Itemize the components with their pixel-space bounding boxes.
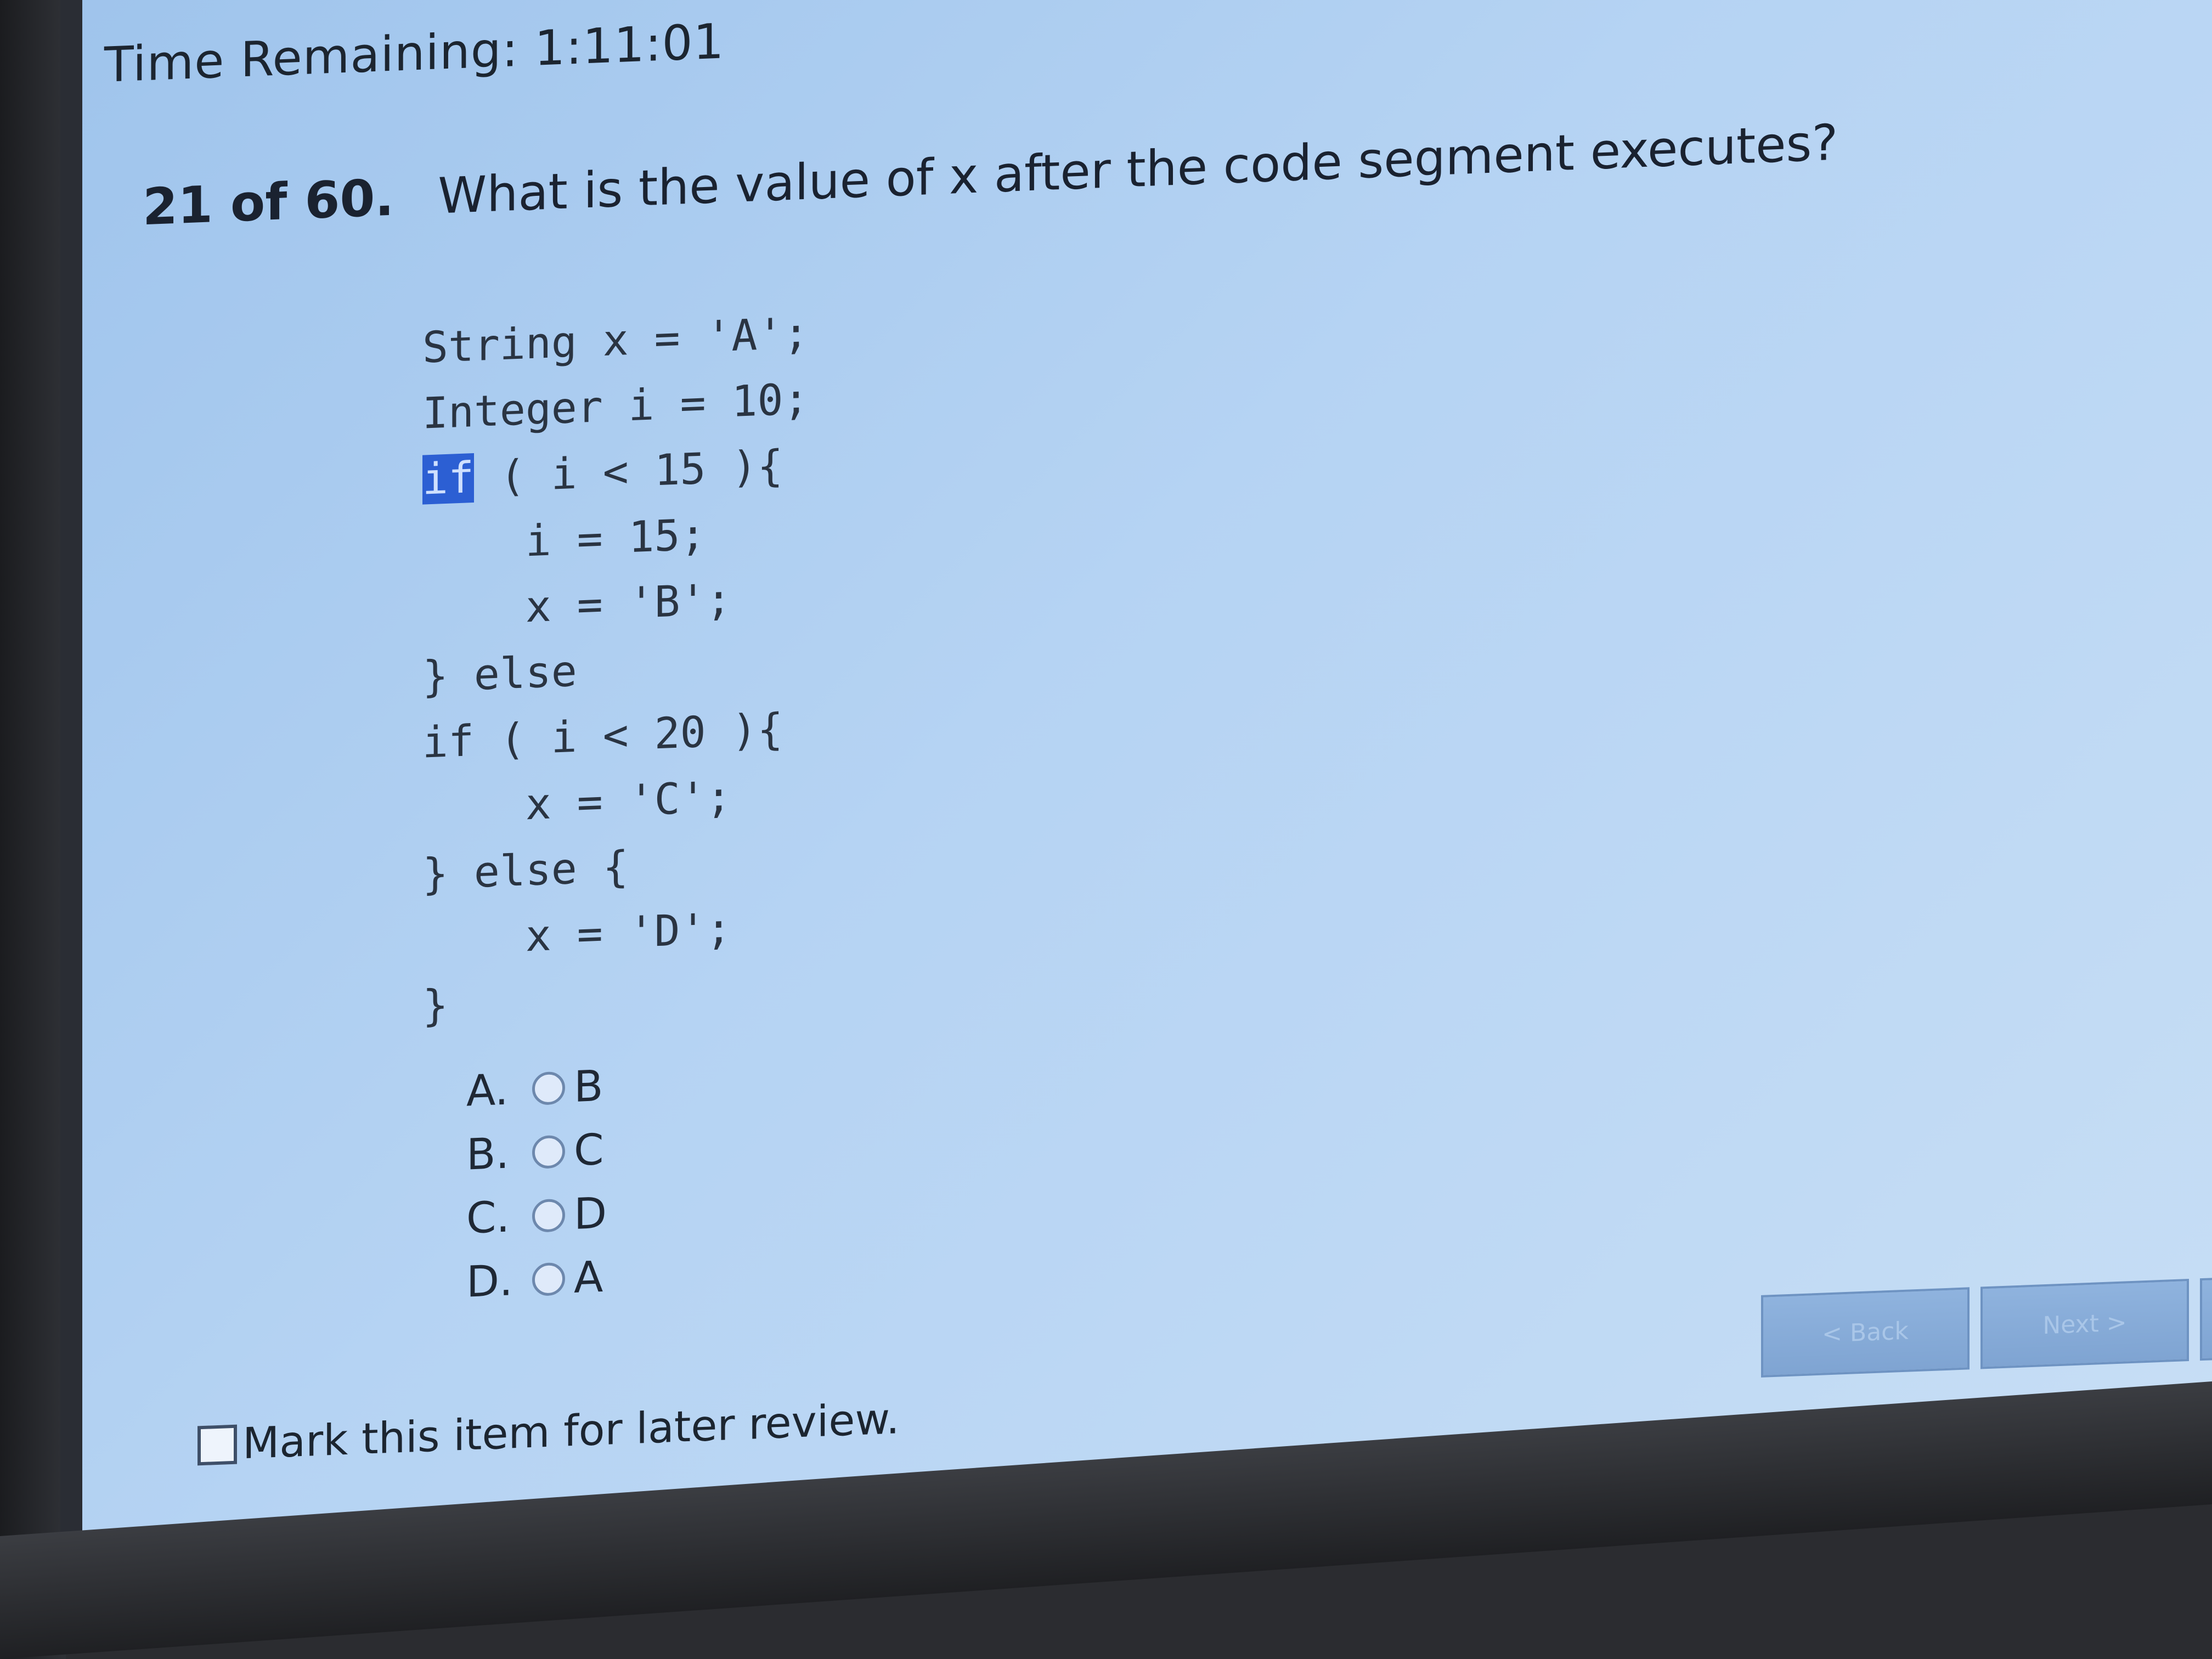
question-number: 21 of 60. xyxy=(143,168,394,237)
answer-value[interactable]: B xyxy=(574,1061,603,1113)
extra-nav-button[interactable] xyxy=(2200,1276,2212,1361)
answer-value[interactable]: C xyxy=(574,1125,604,1176)
answer-letter: B. xyxy=(466,1128,510,1180)
code-line: } else { xyxy=(422,842,629,900)
answer-option-a[interactable] xyxy=(466,1054,607,1124)
answer-option-c[interactable] xyxy=(466,1182,607,1251)
back-button[interactable]: < Back xyxy=(1761,1287,1970,1378)
next-button[interactable]: Next > xyxy=(1980,1279,2189,1369)
monitor-bezel-left xyxy=(0,0,66,1659)
review-label[interactable]: Mark this item for later review. xyxy=(242,1394,900,1469)
code-line: x = 'B'; xyxy=(422,574,732,636)
code-line: x = 'C'; xyxy=(422,772,732,834)
radio-button[interactable] xyxy=(532,1262,565,1296)
code-line: } xyxy=(422,980,448,1031)
screen-edge xyxy=(60,0,82,1569)
answer-value[interactable]: A xyxy=(574,1252,603,1304)
code-block xyxy=(422,301,809,1040)
selected-if-keyword: if xyxy=(422,453,474,505)
answer-choices xyxy=(466,1054,607,1314)
radio-button[interactable] xyxy=(532,1199,565,1233)
navigation-buttons xyxy=(1761,1276,2212,1378)
answer-option-d[interactable] xyxy=(466,1245,607,1314)
radio-button[interactable] xyxy=(532,1135,565,1169)
code-line: x = 'D'; xyxy=(422,904,732,966)
code-line: if ( i < 20 ){ xyxy=(422,704,783,768)
exam-screen xyxy=(60,0,2212,1569)
code-line: } else xyxy=(422,646,577,702)
answer-value[interactable]: D xyxy=(574,1188,607,1240)
radio-button[interactable] xyxy=(532,1071,565,1105)
question-text: What is the value of x after the code segment executes? xyxy=(438,114,1838,225)
mark-for-review[interactable] xyxy=(198,1394,900,1470)
code-line: String x = 'A'; xyxy=(422,308,809,373)
code-line-text: ( i < 15 ){ xyxy=(499,441,783,502)
code-line: Integer i = 10; xyxy=(422,374,809,439)
review-checkbox[interactable] xyxy=(198,1425,237,1466)
answer-letter: A. xyxy=(466,1065,509,1116)
answer-letter: D. xyxy=(466,1256,513,1307)
answer-option-b[interactable] xyxy=(466,1118,607,1187)
code-line: i = 15; xyxy=(422,510,706,571)
question-header xyxy=(143,113,1838,237)
time-remaining: Time Remaining: 1:11:01 xyxy=(104,13,725,93)
answer-letter: C. xyxy=(466,1192,510,1244)
